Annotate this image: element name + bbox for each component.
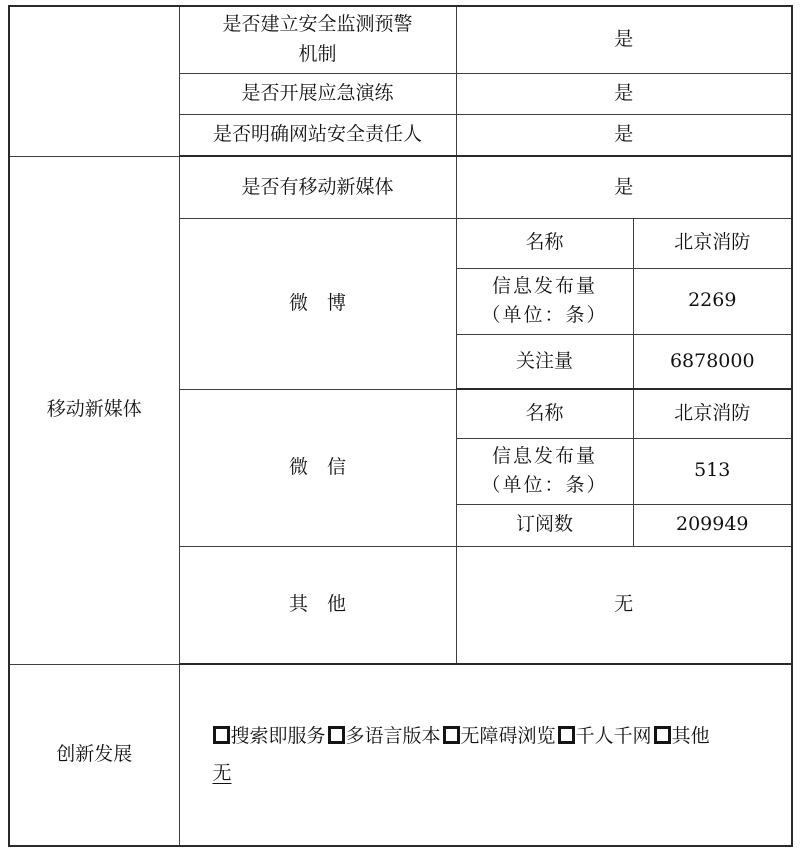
answer-value: 是 (456, 73, 792, 114)
checkbox-unchecked-icon (443, 726, 460, 744)
annual-report-table (8, 5, 793, 847)
media-posts-label-line1: 信息发布量 (491, 444, 597, 467)
innovation-other-value: 无 (212, 762, 232, 784)
checkbox-unchecked-icon (328, 726, 345, 744)
media-posts-label (456, 438, 633, 504)
innovation-option (652, 725, 710, 747)
question-label (179, 6, 456, 73)
innovation-option (213, 725, 326, 747)
question-label: 是否明确网站安全责任人 (179, 114, 456, 156)
checkbox-unchecked-icon (213, 726, 230, 744)
other-media-value: 无 (456, 546, 792, 664)
weixin-group-label: 微 信 (179, 389, 456, 546)
innovation-option-label: 多语言版本 (345, 724, 441, 747)
answer-value: 是 (456, 6, 792, 73)
question-label-line1: 是否建立安全监测预警 (222, 13, 413, 36)
answer-value: 是 (456, 156, 792, 218)
innovation-options-line (213, 718, 774, 755)
mobile-media-section-label: 移动新媒体 (9, 156, 179, 664)
innovation-option-label: 千人千网 (575, 724, 652, 747)
innovation-option (441, 725, 556, 747)
innovation-option-label: 无障碍浏览 (460, 724, 556, 747)
empty-section-cell (9, 6, 179, 156)
media-name-value: 北京消防 (633, 218, 792, 268)
media-posts-label (456, 268, 633, 334)
media-subscribers-value: 209949 (633, 504, 792, 546)
innovation-option-label: 搜索即服务 (230, 724, 326, 747)
media-posts-label-line1: 信息发布量 (491, 274, 597, 297)
innovation-section-label: 创新发展 (9, 664, 179, 846)
innovation-content (179, 664, 792, 846)
innovation-other-line (213, 755, 774, 792)
media-name-value: 北京消防 (633, 389, 792, 438)
media-posts-label-line2: （单位：条） (481, 474, 608, 496)
innovation-row (9, 664, 792, 846)
media-followers-label: 关注量 (456, 334, 633, 389)
answer-value: 是 (456, 114, 792, 156)
other-media-label: 其 他 (179, 546, 456, 664)
question-label: 是否开展应急演练 (179, 73, 456, 114)
question-label-line2: 机制 (298, 42, 337, 65)
media-name-label: 名称 (456, 218, 633, 268)
media-posts-value: 2269 (633, 268, 792, 334)
security-monitor-row (9, 6, 792, 73)
innovation-option-label: 其他 (671, 724, 710, 747)
media-posts-value: 513 (633, 438, 792, 504)
media-name-label: 名称 (456, 389, 633, 438)
innovation-option (326, 725, 441, 747)
innovation-option (556, 725, 652, 747)
question-label: 是否有移动新媒体 (179, 156, 456, 218)
media-followers-value: 6878000 (633, 334, 792, 389)
checkbox-unchecked-icon (558, 726, 575, 744)
media-posts-label-line2: （单位：条） (481, 304, 608, 326)
media-subscribers-label: 订阅数 (456, 504, 633, 546)
has-mobile-media-row (9, 156, 792, 218)
checkbox-unchecked-icon (654, 726, 671, 744)
weibo-group-label: 微 博 (179, 218, 456, 389)
